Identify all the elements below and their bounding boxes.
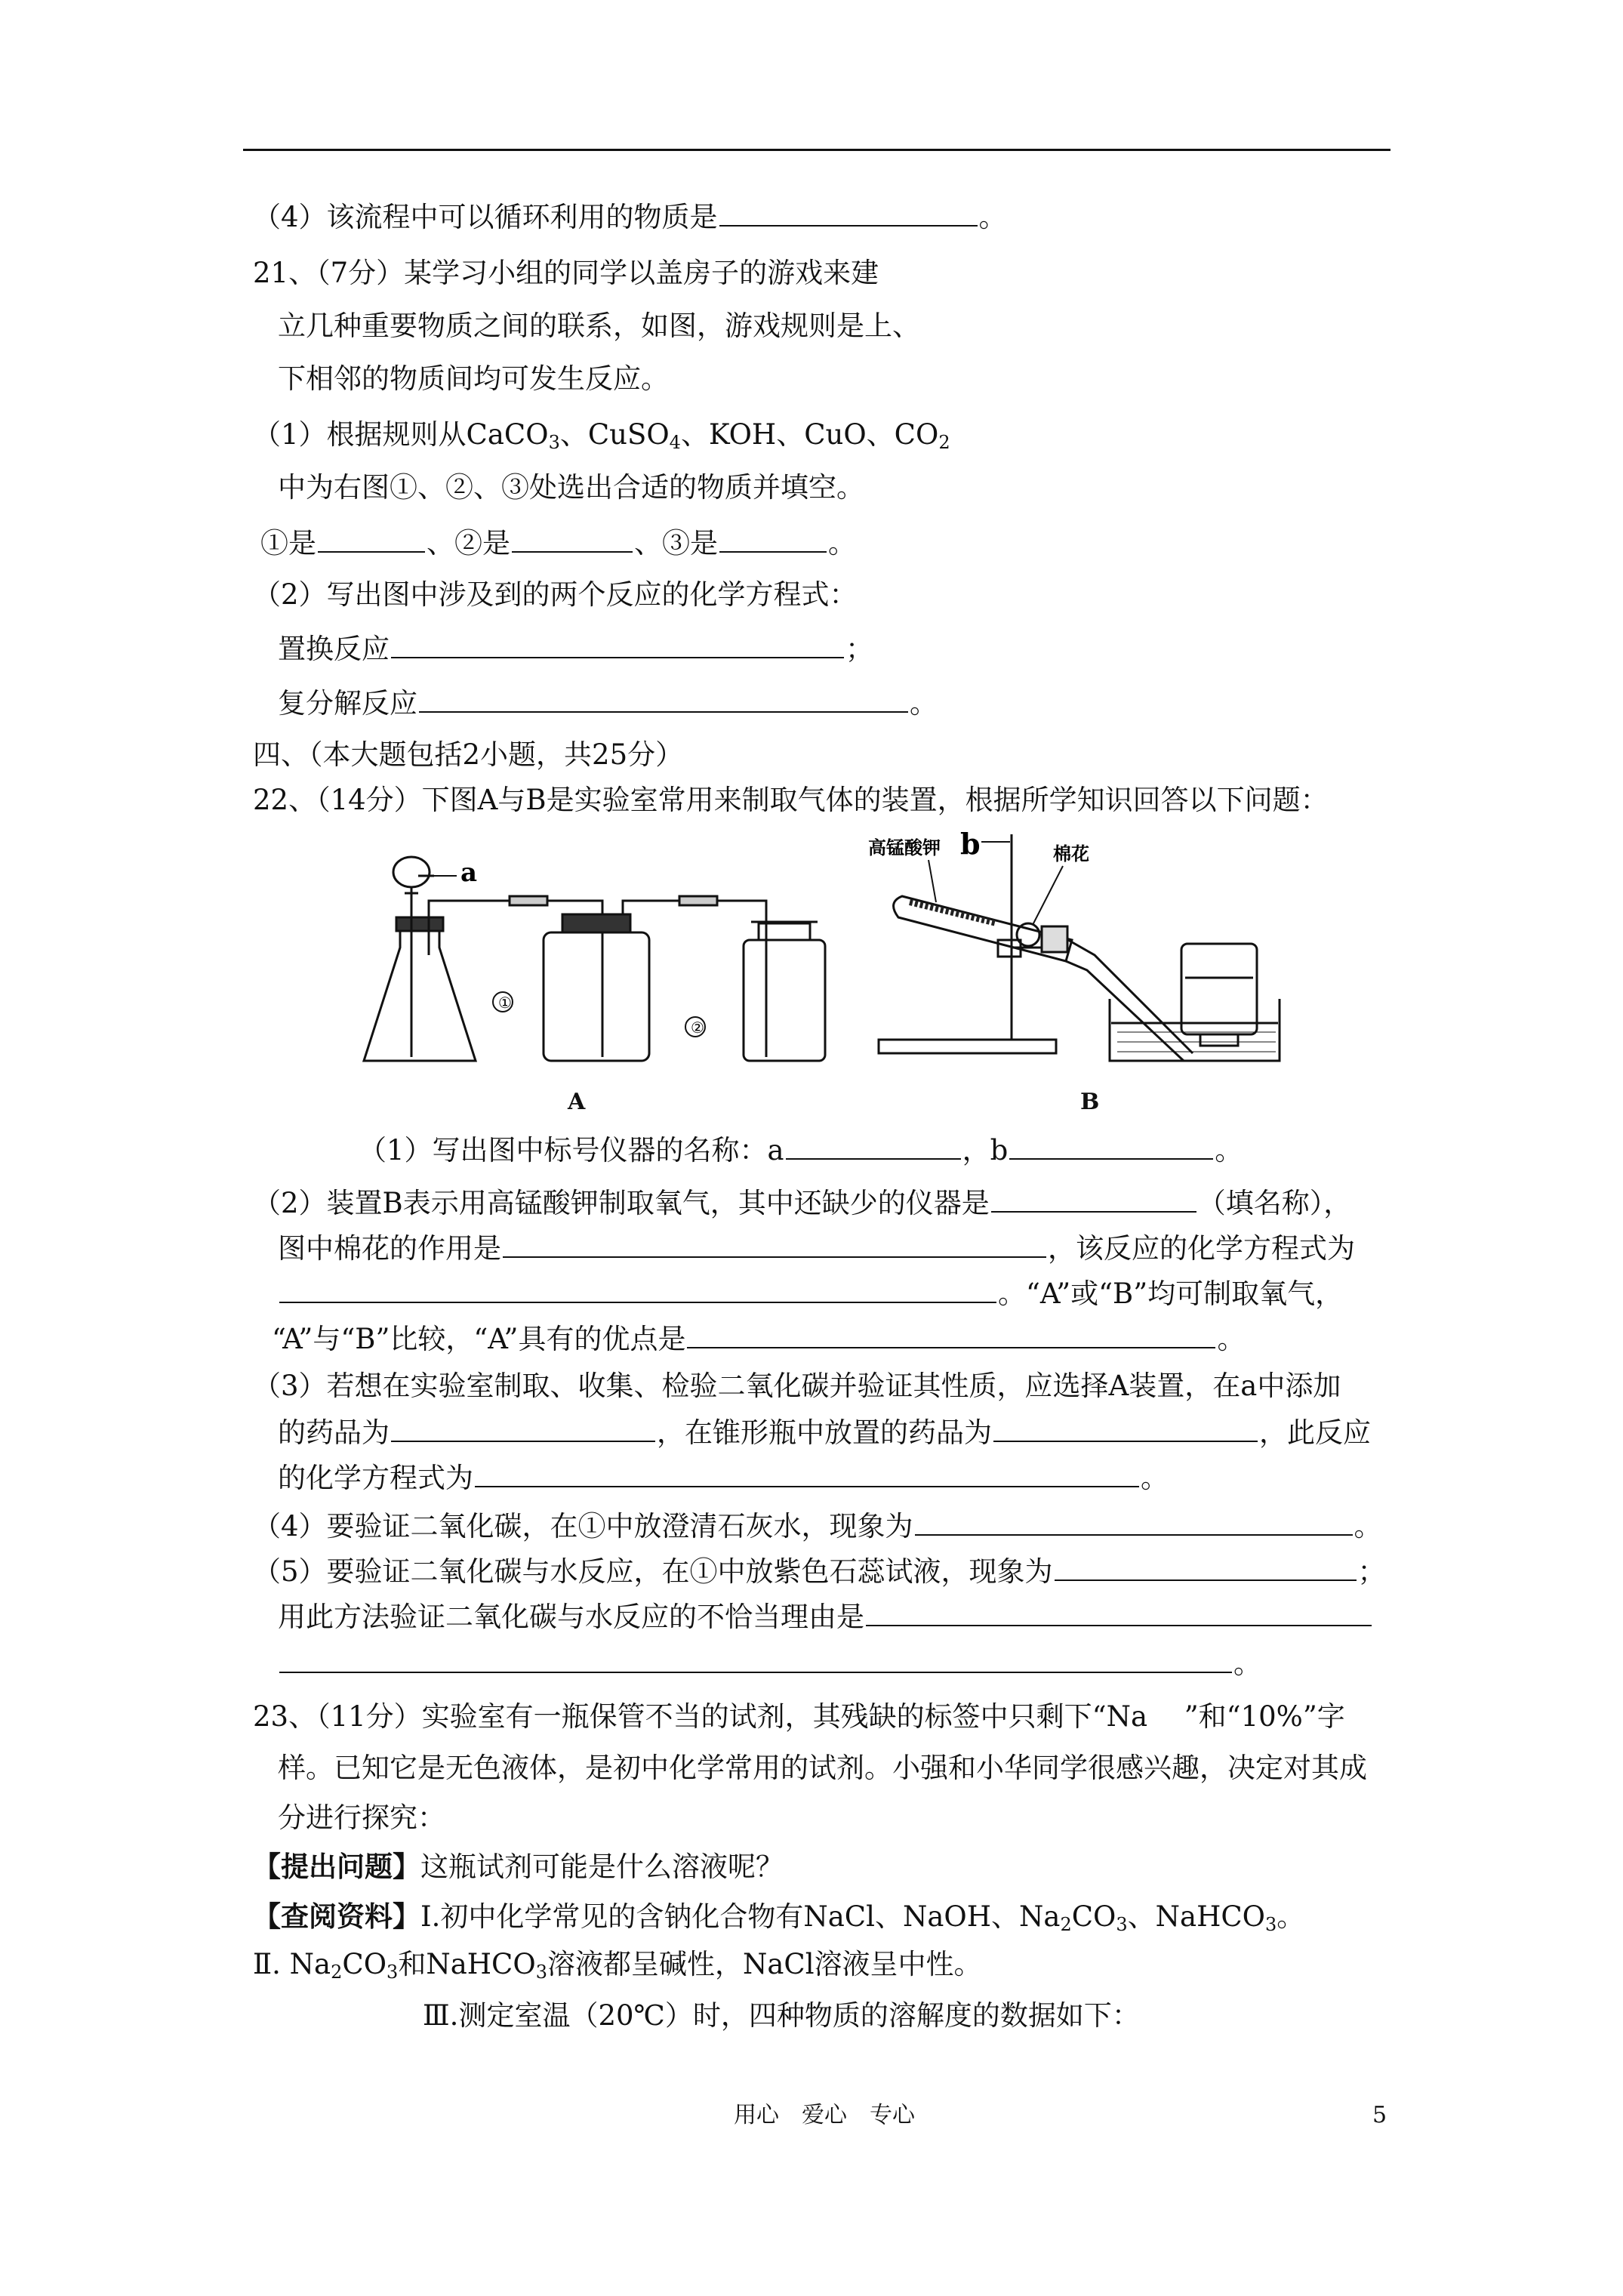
q22-part5: （5）要验证二氧化碳与水反应，在①中放紫色石蕊试液，现象为 ； [253, 1552, 1386, 1590]
q21-double-decomp: 复分解反应 。 [278, 684, 938, 722]
answer-blank-1[interactable] [318, 524, 425, 553]
answer-blank[interactable] [993, 1413, 1258, 1442]
q22-part3: （3）若想在实验室制取、收集、检验二氧化碳并验证其性质，应选择A装置，在a中添加 [253, 1370, 1341, 1402]
q23-line2: 样。已知它是无色液体，是初中化学常用的试剂。小强和小华同学很感兴趣，决定对其成 [278, 1752, 1367, 1784]
kmno4-label: 高锰酸钾 [868, 837, 941, 858]
answer-blank[interactable] [915, 1507, 1353, 1536]
q22-part2-cotton: 图中棉花的作用是 ，该反应的化学方程式为 [278, 1229, 1355, 1267]
answer-blank[interactable] [475, 1459, 1139, 1487]
cotton-label: 棉花 [1053, 843, 1089, 864]
answer-blank[interactable] [279, 1274, 996, 1303]
q22-part5-reason-cont: 。 [278, 1644, 1261, 1682]
q22-part2-compare: “A”与“B”比较，“A”具有的优点是 。 [272, 1320, 1245, 1358]
answer-blank[interactable] [991, 1184, 1196, 1213]
answer-blank[interactable] [503, 1229, 1046, 1258]
q22-part3-reagents: 的药品为 ，在锥形瓶中放置的药品为 ，此反应 [278, 1413, 1371, 1451]
answer-blank[interactable] [866, 1598, 1372, 1626]
q23-reference-1: 【查阅资料】Ⅰ.初中化学常见的含钠化合物有NaCl、NaOH、$Na_2CO_3$、NaHCO$_3$。 [253, 1900, 1305, 1935]
page-number: 5 [1372, 2102, 1387, 2128]
q20-part4: （4）该流程中可以循环利用的物质是 。 [253, 198, 1007, 236]
figure-a-label: A [568, 1089, 586, 1115]
apparatus-a-figure [355, 842, 838, 1076]
header-rule [243, 149, 1390, 151]
q21-part1-cont: 中为右图①、②、③处选出合适的物质并填空。 [278, 471, 864, 504]
q21-line1: 21、（7分）某学习小组的同学以盖房子的游戏来建 [253, 257, 879, 289]
q22-part1: （1）写出图中标号仪器的名称：a ，b 。 [359, 1131, 1243, 1169]
answer-blank-3[interactable] [719, 524, 827, 553]
q22-part5-reason: 用此方法验证二氧化碳与水反应的不恰当理由是 [278, 1598, 1373, 1635]
answer-blank[interactable] [279, 1644, 1232, 1673]
q21-fill-row: ①是 、②是 、③是 。 [260, 524, 856, 562]
q23-line1: 23、（11分）实验室有一瓶保管不当的试剂，其残缺的标签中只剩下“Na ”和“10%”字 [253, 1700, 1345, 1733]
q23-reference-3: Ⅲ.测定室温（20℃）时，四种物质的溶解度的数据如下： [423, 1999, 1140, 2032]
mark-b-label: b [960, 827, 981, 861]
apparatus-b-figure [868, 827, 1291, 1068]
answer-blank[interactable] [719, 198, 978, 227]
q21-line2: 立几种重要物质之间的联系，如图，游戏规则是上、 [278, 310, 920, 342]
q21-part1: （1）根据规则从CaCO$_3$、CuSO$_4$、KOH、CuO、$CO_2$ [253, 418, 950, 453]
q23-reference-2: Ⅱ. $Na_2CO_3$和NaHCO$_3$溶液都呈碱性，NaCl溶液呈中性。 [253, 1948, 982, 1983]
q22-part2: （2）装置B表示用高锰酸钾制取氧气，其中还缺少的仪器是 （填名称）， [253, 1184, 1351, 1222]
q23-question: 【提出问题】这瓶试剂可能是什么溶液呢？ [253, 1850, 784, 1883]
q21-part2: （2）写出图中涉及到的两个反应的化学方程式： [253, 578, 858, 611]
answer-blank[interactable] [419, 684, 908, 713]
q23-line3: 分进行探究： [278, 1801, 445, 1834]
answer-blank-2[interactable] [512, 524, 633, 553]
section-heading: 四、（本大题包括2小题，共25分） [253, 738, 684, 771]
q21-displacement: 置换反应 ； [278, 630, 873, 667]
q22-intro: 22、（14分）下图A与B是实验室常用来制取气体的装置，根据所学知识回答以下问题： [253, 784, 1329, 816]
answer-blank-a[interactable] [786, 1131, 961, 1160]
answer-blank[interactable] [391, 630, 844, 658]
answer-blank[interactable] [1055, 1552, 1357, 1581]
footer-motto: 用心 爱心 专心 [734, 2102, 915, 2128]
q21-line3: 下相邻的物质间均可发生反应。 [278, 362, 669, 395]
answer-blank-b[interactable] [1009, 1131, 1213, 1160]
q22-part3-equation: 的化学方程式为 。 [278, 1459, 1169, 1496]
figure-b-label: B [1080, 1089, 1100, 1115]
mark-1-label: ① [498, 994, 512, 1012]
answer-blank[interactable] [687, 1320, 1215, 1348]
q22-part2-equation: 。“A”或“B”均可制取氧气， [278, 1274, 1343, 1312]
q22-part4: （4）要验证二氧化碳，在①中放澄清石灰水，现象为 。 [253, 1507, 1382, 1545]
mark-a-label: a [460, 858, 478, 888]
mark-2-label: ② [691, 1019, 704, 1037]
answer-blank[interactable] [391, 1413, 655, 1442]
